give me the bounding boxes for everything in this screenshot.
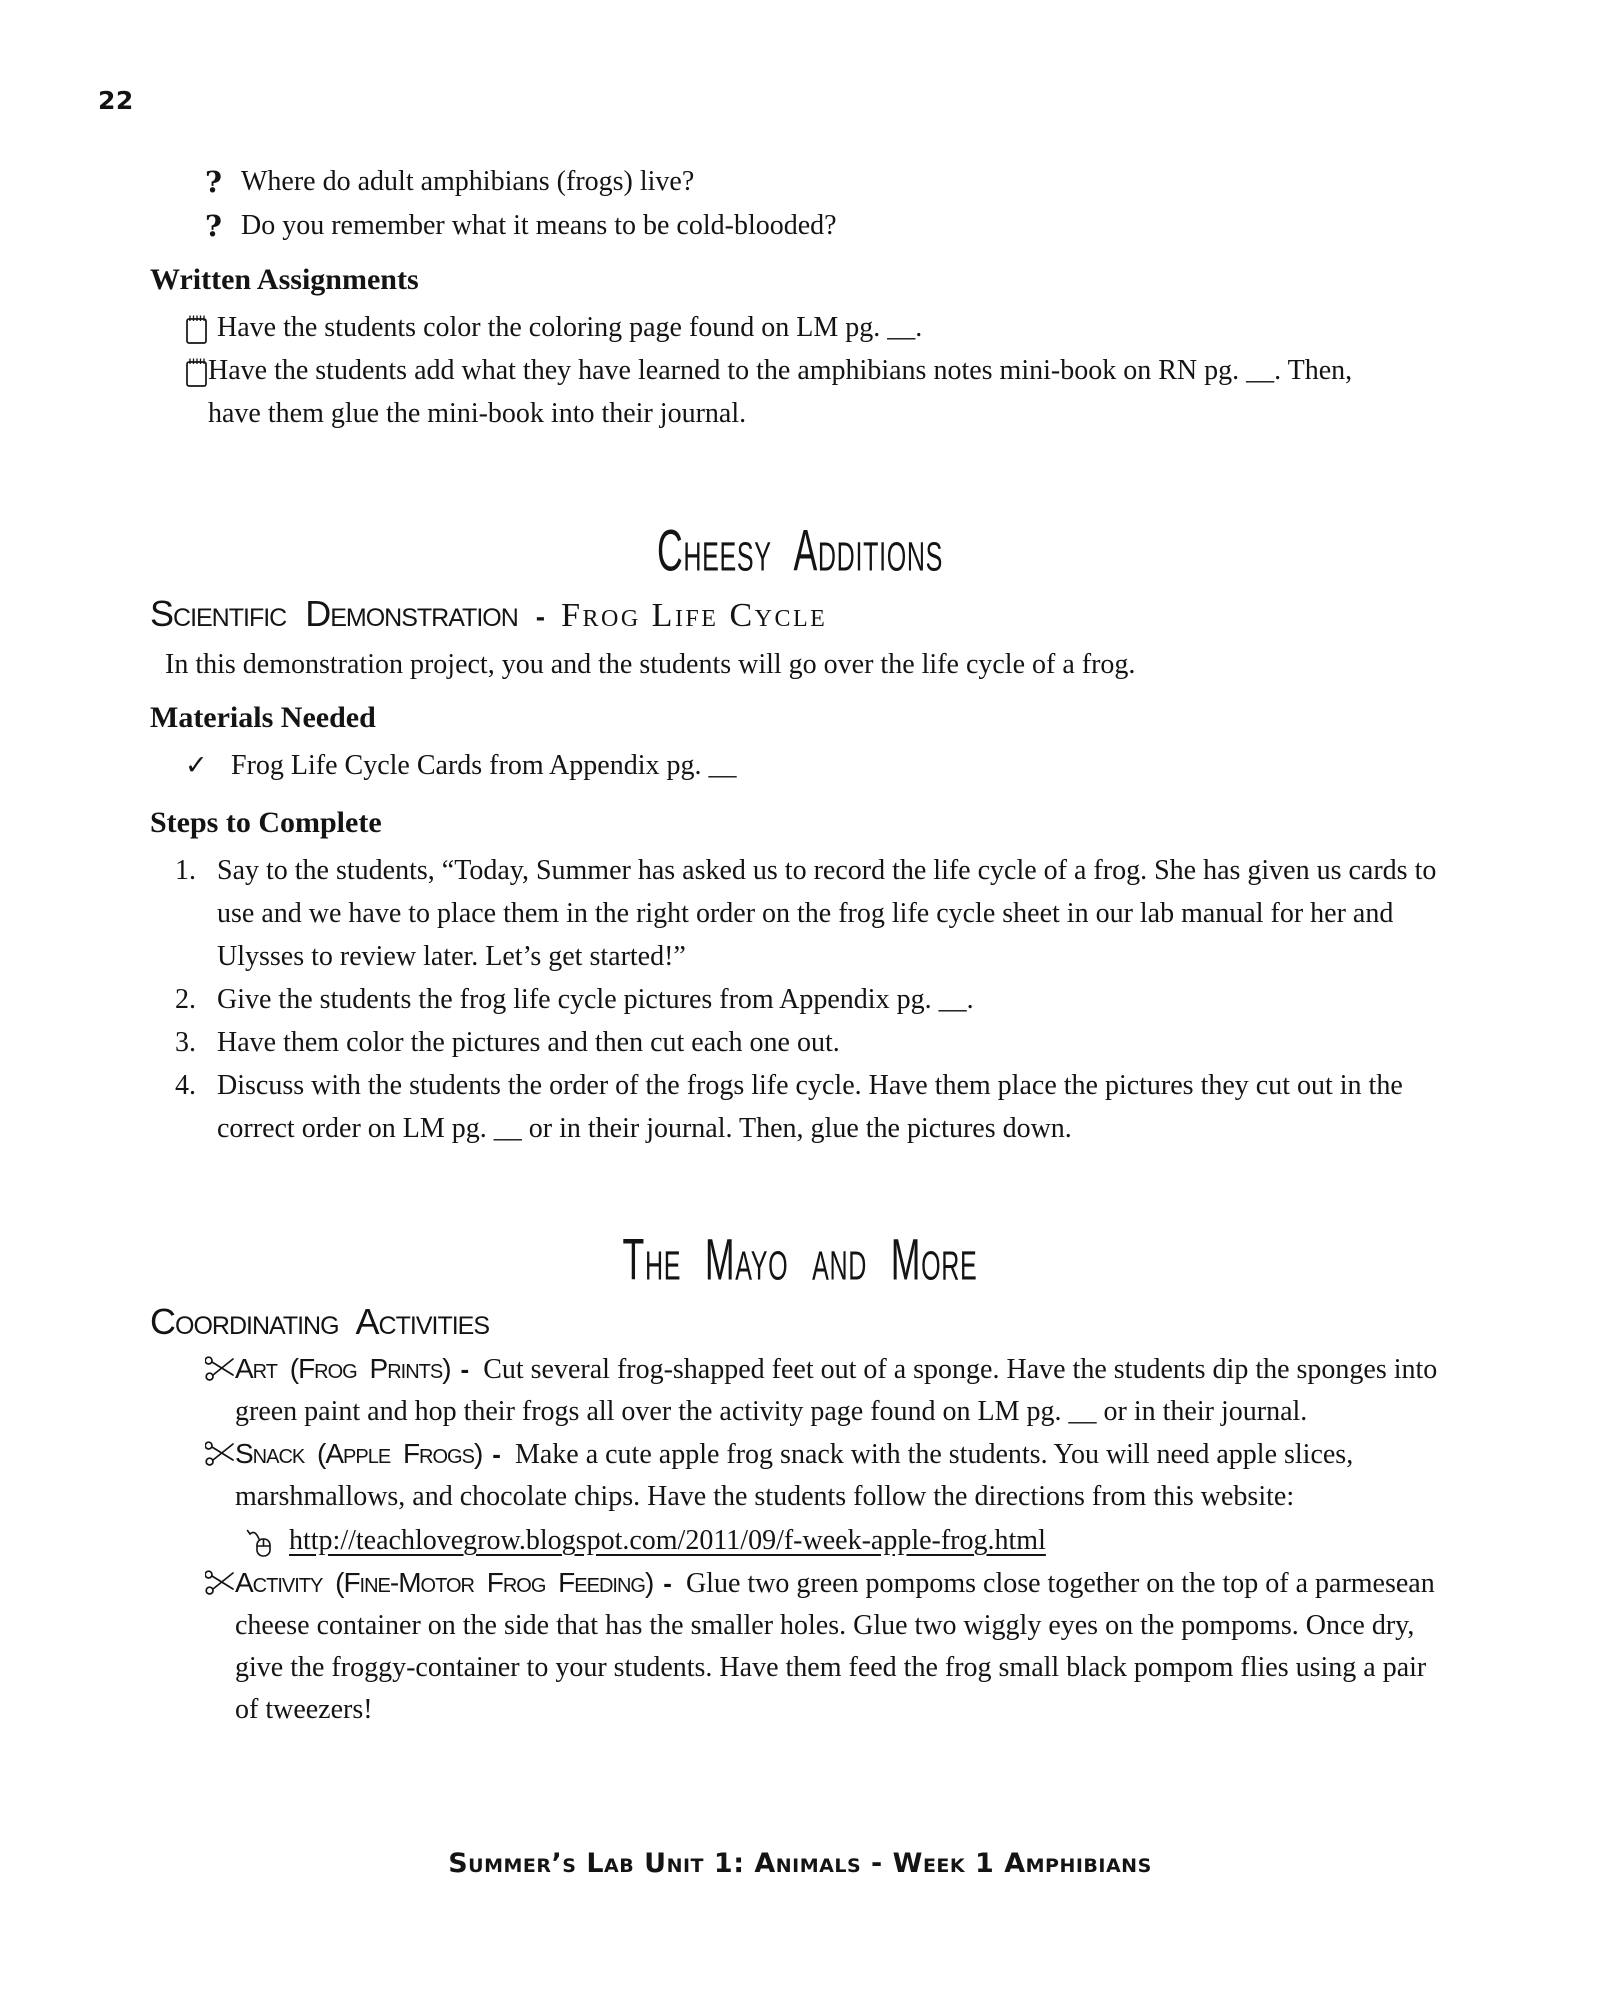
activity-description: Glue two green pompoms close together on the top of a parmesean cheese container on the side that has the smaller holes. Glue two wiggly eyes on the pompoms. Once dry, give the froggy-container to your students. Have them feed the frog small black pompom flies using a pair of tweezers!: [235, 1568, 1435, 1725]
scissors-icon: [205, 1562, 235, 1731]
activity-dash: -: [460, 1354, 470, 1384]
activity-text: [235, 1348, 1455, 1433]
written-assignments-list: [185, 306, 1370, 435]
scissors-icon: [205, 1433, 235, 1562]
activities-list: [205, 1348, 1455, 1731]
activity-dash: -: [663, 1568, 672, 1598]
assignment-text: Have the students add what they have learned to the amphibians notes mini-book on RN pg. __. Then, have them glue the mini-book into their journal.: [208, 355, 1353, 429]
activity-description: Cut several frog-shapped feet out of a sponge. Have the students dip the sponges into green paint and hop their frogs all over the activity page found on LM pg. __ or in their journal.: [235, 1354, 1438, 1427]
activity-label: Art (Frog Prints): [235, 1353, 451, 1384]
list-item: [175, 1021, 1447, 1064]
question-text: Do you remember what it means to be cold-blooded?: [241, 210, 837, 241]
apple-frog-recipe-link[interactable]: http://teachlovegrow.blogspot.com/2011/09/f-week-apple-frog.html: [289, 1525, 1046, 1556]
list-item: [175, 849, 1447, 978]
activity-dash: -: [492, 1439, 501, 1469]
question-mark-icon: ?: [205, 209, 222, 243]
coordinating-activities-heading: Coordinating Activities: [150, 1301, 490, 1342]
list-item: [205, 1433, 1455, 1562]
section-title-mayo-and-more: The Mayo and More: [622, 1227, 978, 1293]
list-item: [205, 1562, 1455, 1731]
list-item: [205, 1348, 1455, 1433]
list-item: [205, 204, 1445, 248]
activity-label: Activity (Fine-Motor Frog Feeding): [235, 1567, 654, 1598]
activity-label: Snack (Apple Frogs): [235, 1438, 483, 1469]
steps-to-complete-heading: Steps to Complete: [150, 806, 382, 839]
material-text: Frog Life Cycle Cards from Appendix pg. __: [231, 750, 737, 781]
list-item: [175, 1064, 1447, 1150]
activity-text: [235, 1433, 1455, 1562]
notepad-icon: [185, 349, 208, 435]
materials-needed-heading: Materials Needed: [150, 701, 376, 734]
materials-list: [185, 744, 1405, 787]
steps-list: [175, 849, 1447, 1150]
question-mark-icon: ?: [205, 165, 222, 199]
assignment-text: Have the students color the coloring page found on LM pg. __.: [217, 312, 923, 343]
website-link-row: [245, 1520, 1455, 1562]
activity-description: Make a cute apple frog snack with the students. You will need apple slices, marshmallows, and chocolate chips. Have the students follow the directions from this website:: [235, 1439, 1354, 1512]
step-text: Say to the students, “Today, Summer has asked us to record the life cycle of a frog. She has given us cards to use and we have to place them in the right order on the frog life cycle sheet in our lab manual for her and Ulysses to review later. Let’s get started!”: [217, 855, 1437, 972]
list-item: [175, 978, 1447, 1021]
scissors-icon: [205, 1348, 235, 1433]
written-assignments-heading: Written Assignments: [150, 263, 419, 296]
list-item: [185, 349, 1370, 435]
checkmark-icon: ✓: [185, 750, 208, 781]
computer-mouse-icon: [245, 1523, 289, 1559]
section-title-cheesy-additions: Cheesy Additions: [656, 518, 944, 584]
subheading-dash: -: [535, 601, 546, 632]
notepad-icon: [185, 306, 217, 349]
demonstration-intro: In this demonstration project, you and the students will go over the life cycle of a frog.: [165, 649, 1136, 680]
list-item: [205, 160, 1445, 204]
step-text: Have them color the pictures and then cut each one out.: [217, 1027, 840, 1058]
subheading-demo-name: Frog Life Cycle: [561, 597, 828, 634]
activity-text: [235, 1562, 1455, 1731]
question-text: Where do adult amphibians (frogs) live?: [241, 166, 695, 197]
step-text: Give the students the frog life cycle pictures from Appendix pg. __.: [217, 984, 974, 1015]
scientific-demonstration-subheading: [150, 593, 1600, 638]
page-footer: Summer’s Lab Unit 1: Animals - Week 1 Amphibians: [448, 1848, 1152, 1879]
step-text: Discuss with the students the order of the frogs life cycle. Have them place the pictures they cut out in the correct order on LM pg. __ or in their journal. Then, glue the pictures down.: [217, 1070, 1403, 1144]
subheading-script-label: Scientific Demonstration: [150, 593, 518, 634]
list-item: [185, 306, 1370, 349]
review-questions-list: [205, 160, 1445, 248]
page-number: 22: [98, 86, 134, 115]
list-item: [185, 744, 1405, 787]
